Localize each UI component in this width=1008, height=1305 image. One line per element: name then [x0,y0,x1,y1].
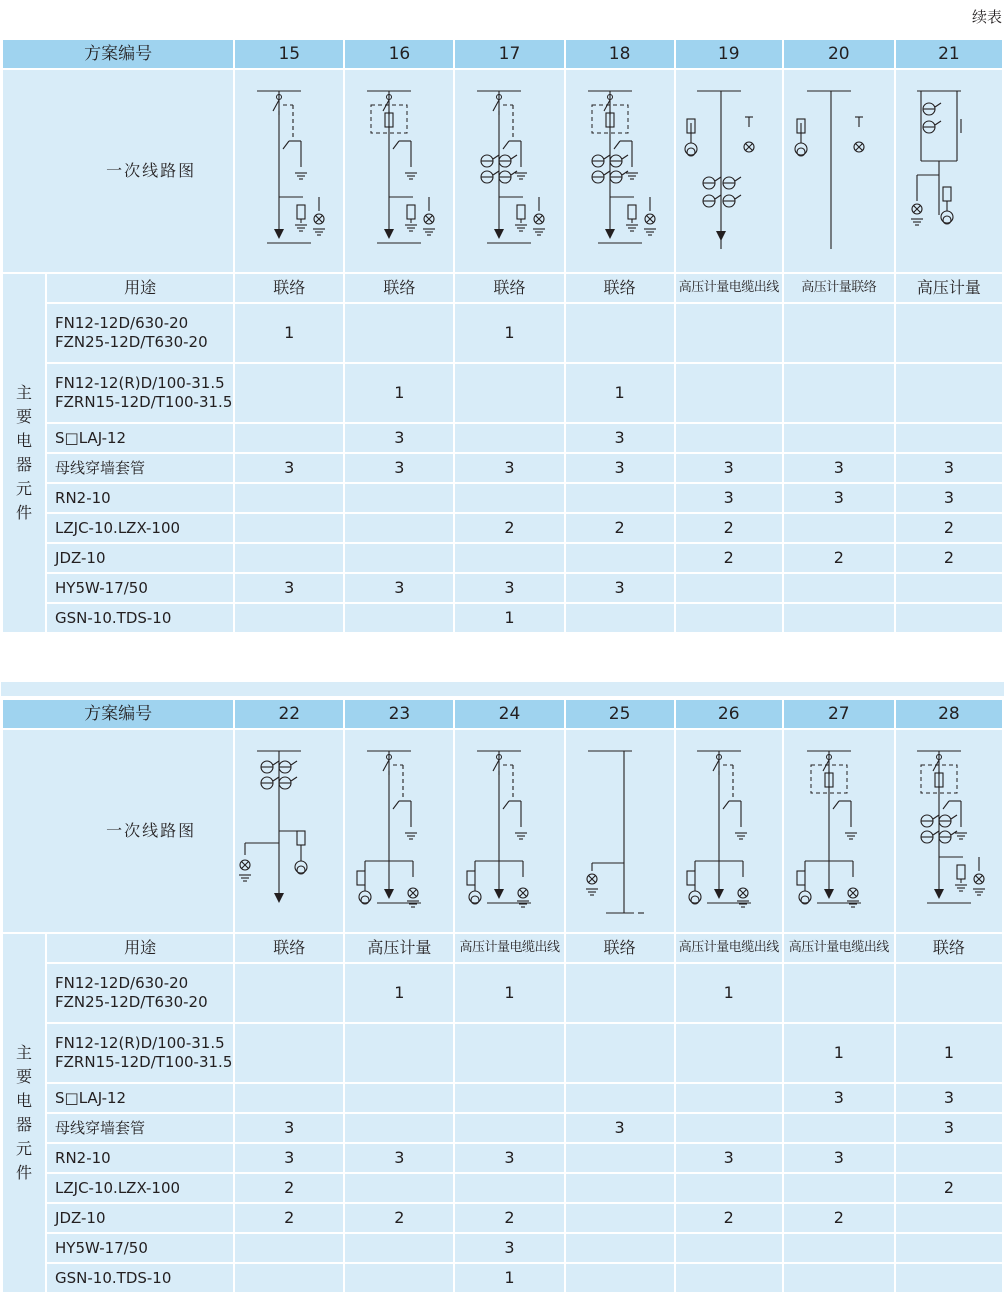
circuit-diagram-icon [899,743,999,919]
component-quantity [454,1023,564,1083]
component-quantity [895,963,1003,1023]
usage-value: 联络 [565,273,675,303]
component-quantity: 3 [783,1083,895,1113]
component-quantity [675,303,783,363]
circuit-diagram-icon [679,743,779,919]
circuit-diagram-icon [570,743,670,919]
circuit-label: 一次线路图 [2,69,234,273]
component-quantity [565,1263,675,1293]
component-quantity [895,303,1003,363]
component-quantity [675,423,783,453]
component-quantity [675,573,783,603]
usage-value: 联络 [895,933,1003,963]
component-quantity [783,513,895,543]
scheme-number: 26 [675,699,783,729]
component-quantity: 1 [454,303,564,363]
component-quantity [895,573,1003,603]
usage-value: 高压计量电缆出线 [783,933,895,963]
component-quantity [565,1173,675,1203]
component-quantity [454,1113,564,1143]
component-quantity [344,513,454,543]
component-quantity [344,1173,454,1203]
main-components-label: 主 要 电 器 元 件 [2,273,46,633]
component-quantity [565,1083,675,1113]
component-quantity: 3 [454,1233,564,1263]
component-quantity: 3 [565,1113,675,1143]
component-name: GSN-10.TDS-10 [46,603,234,633]
component-quantity [344,303,454,363]
component-quantity [895,1203,1003,1233]
scheme-number: 20 [783,39,895,69]
component-quantity: 3 [344,453,454,483]
component-quantity [234,1263,344,1293]
scheme-number: 19 [675,39,783,69]
usage-value: 联络 [344,273,454,303]
component-quantity: 2 [234,1173,344,1203]
component-quantity [783,603,895,633]
component-quantity: 3 [895,483,1003,513]
scheme-no-label: 方案编号 [2,699,234,729]
component-quantity: 3 [454,573,564,603]
component-quantity: 3 [783,453,895,483]
component-quantity: 1 [454,603,564,633]
component-quantity: 2 [675,513,783,543]
component-quantity [895,423,1003,453]
component-quantity [783,423,895,453]
component-quantity [344,543,454,573]
component-name: FN12-12(R)D/100-31.5 FZRN15-12D/T100-31.5 [46,363,234,423]
component-quantity [783,573,895,603]
component-name: S□LAJ-12 [46,1083,234,1113]
usage-value: 高压计量电缆出线 [675,933,783,963]
component-quantity: 3 [344,1143,454,1173]
component-quantity [344,1263,454,1293]
metering-diagram [895,69,1003,273]
component-name: 母线穿墙套管 [46,1113,234,1143]
component-quantity: 3 [565,423,675,453]
component-quantity: 3 [344,423,454,453]
component-quantity: 1 [234,303,344,363]
circuit-label: 一次线路图 [2,729,234,933]
component-quantity: 2 [895,513,1003,543]
component-quantity [344,1113,454,1143]
component-quantity [234,1233,344,1263]
component-name: RN2-10 [46,1143,234,1173]
component-quantity: 3 [454,453,564,483]
component-quantity: 3 [783,483,895,513]
scheme-number: 21 [895,39,1003,69]
scheme-number: 27 [783,699,895,729]
component-quantity [783,363,895,423]
component-quantity: 3 [454,1143,564,1173]
component-quantity [565,963,675,1023]
component-quantity: 1 [344,963,454,1023]
component-quantity [234,1083,344,1113]
component-quantity: 2 [344,1203,454,1233]
component-quantity: 3 [783,1143,895,1173]
component-quantity: 1 [344,363,454,423]
component-quantity [344,603,454,633]
component-quantity [234,423,344,453]
circuit-diagram-icon [349,83,449,259]
component-quantity: 2 [454,513,564,543]
component-quantity: 3 [895,1113,1003,1143]
continued-label: 续表 [971,8,1002,26]
scheme-number: 24 [454,699,564,729]
component-name: JDZ-10 [46,1203,234,1233]
component-quantity: 1 [454,963,564,1023]
component-quantity [895,603,1003,633]
usage-value: 高压计量 [895,273,1003,303]
component-quantity [234,543,344,573]
scheme-no-label: 方案编号 [2,39,234,69]
component-quantity [565,303,675,363]
scheme-table-2 [1,698,1004,1294]
component-quantity [234,603,344,633]
component-name: RN2-10 [46,483,234,513]
metering-cable-diagram [675,69,783,273]
component-quantity [675,1173,783,1203]
component-quantity [783,1263,895,1293]
component-quantity: 2 [234,1203,344,1233]
circuit-diagram-icon [899,83,999,259]
bus-tie-diagram [565,729,675,933]
ct-pt-tie-diagram [234,729,344,933]
switch-fuse-lbs-diagram [234,69,344,273]
component-quantity [565,1203,675,1233]
component-quantity [454,1083,564,1113]
scheme-number: 23 [344,699,454,729]
component-quantity [344,1233,454,1263]
fused-lbs-diagram [344,69,454,273]
component-quantity: 3 [565,573,675,603]
component-quantity [565,483,675,513]
component-quantity: 1 [675,963,783,1023]
circuit-diagram-icon [239,743,339,919]
component-quantity [454,363,564,423]
component-quantity [344,1083,454,1113]
usage-value: 高压计量 [344,933,454,963]
component-quantity [783,1233,895,1263]
component-quantity: 2 [454,1203,564,1233]
scheme-number: 25 [565,699,675,729]
component-quantity [895,1233,1003,1263]
component-quantity [895,1263,1003,1293]
scheme-number: 28 [895,699,1003,729]
component-quantity [675,1263,783,1293]
circuit-diagram-icon [459,83,559,259]
component-quantity [234,963,344,1023]
usage-value: 高压计量电缆出线 [675,273,783,303]
component-quantity [675,1233,783,1263]
scheme-number: 18 [565,39,675,69]
component-quantity [454,1173,564,1203]
circuit-diagram-icon [570,83,670,259]
component-quantity [454,543,564,573]
usage-value: 高压计量电缆出线 [454,933,564,963]
usage-label: 用途 [46,933,234,963]
component-name: S□LAJ-12 [46,423,234,453]
component-quantity: 3 [895,453,1003,483]
component-quantity: 3 [565,453,675,483]
component-name: GSN-10.TDS-10 [46,1263,234,1293]
component-quantity: 2 [895,1173,1003,1203]
scheme-number: 15 [234,39,344,69]
component-quantity: 2 [565,513,675,543]
component-quantity [675,1083,783,1113]
component-quantity [783,963,895,1023]
component-quantity [675,1113,783,1143]
scheme-number: 22 [234,699,344,729]
scheme-table-1 [1,38,1004,634]
usage-value: 联络 [234,933,344,963]
circuit-diagram-icon [349,743,449,919]
component-quantity [565,543,675,573]
component-quantity [565,1143,675,1173]
component-quantity [783,1173,895,1203]
component-quantity [344,483,454,513]
component-quantity: 3 [895,1083,1003,1113]
component-quantity: 1 [783,1023,895,1083]
component-quantity: 3 [234,453,344,483]
component-quantity [234,1023,344,1083]
circuit-diagram-icon [679,83,779,259]
component-quantity: 3 [675,1143,783,1173]
component-name: JDZ-10 [46,543,234,573]
component-quantity: 3 [344,573,454,603]
component-quantity [783,303,895,363]
metering-tie-diagram [783,69,895,273]
component-quantity [675,1023,783,1083]
component-quantity [895,1143,1003,1173]
scheme-number: 17 [454,39,564,69]
component-quantity: 1 [565,363,675,423]
component-quantity [565,603,675,633]
component-name: FN12-12D/630-20 FZN25-12D/T630-20 [46,963,234,1023]
component-quantity [675,603,783,633]
usage-value: 高压计量联络 [783,273,895,303]
component-quantity [565,1023,675,1083]
component-quantity [234,363,344,423]
usage-value: 联络 [234,273,344,303]
component-quantity: 2 [895,543,1003,573]
lbs-pt-cable-diagram [454,729,564,933]
section-divider-band [1,682,1004,696]
component-quantity [675,363,783,423]
lbs-pt-cable-diagram [675,729,783,933]
component-quantity: 3 [675,453,783,483]
usage-label: 用途 [46,273,234,303]
usage-value: 联络 [565,933,675,963]
component-quantity [565,1233,675,1263]
circuit-diagram-icon [789,83,889,259]
component-name: FN12-12(R)D/100-31.5 FZRN15-12D/T100-31.5 [46,1023,234,1083]
circuit-diagram-icon [789,743,889,919]
component-quantity [783,1113,895,1143]
component-name: LZJC-10.LZX-100 [46,513,234,543]
component-quantity: 1 [454,1263,564,1293]
component-quantity [234,513,344,543]
component-quantity: 2 [783,1203,895,1233]
component-quantity [895,363,1003,423]
component-quantity [454,423,564,453]
component-name: HY5W-17/50 [46,573,234,603]
fused-lbs-ct-tie-diagram [895,729,1003,933]
component-quantity: 3 [234,1113,344,1143]
lbs-ct-diagram [454,69,564,273]
component-name: 母线穿墙套管 [46,453,234,483]
component-quantity: 3 [234,1143,344,1173]
component-quantity [454,483,564,513]
lbs-pt-diagram [344,729,454,933]
usage-value: 联络 [454,273,564,303]
component-quantity: 2 [783,543,895,573]
component-name: FN12-12D/630-20 FZN25-12D/T630-20 [46,303,234,363]
component-quantity [344,1023,454,1083]
component-quantity: 2 [675,1203,783,1233]
component-quantity: 1 [895,1023,1003,1083]
circuit-diagram-icon [239,83,339,259]
fused-lbs-pt-cable-diagram [783,729,895,933]
component-quantity: 2 [675,543,783,573]
scheme-number: 16 [344,39,454,69]
fused-lbs-ct-diagram [565,69,675,273]
component-quantity [234,483,344,513]
main-components-label: 主 要 电 器 元 件 [2,933,46,1293]
component-quantity: 3 [675,483,783,513]
component-name: LZJC-10.LZX-100 [46,1173,234,1203]
component-quantity: 3 [234,573,344,603]
component-name: HY5W-17/50 [46,1233,234,1263]
circuit-diagram-icon [459,743,559,919]
